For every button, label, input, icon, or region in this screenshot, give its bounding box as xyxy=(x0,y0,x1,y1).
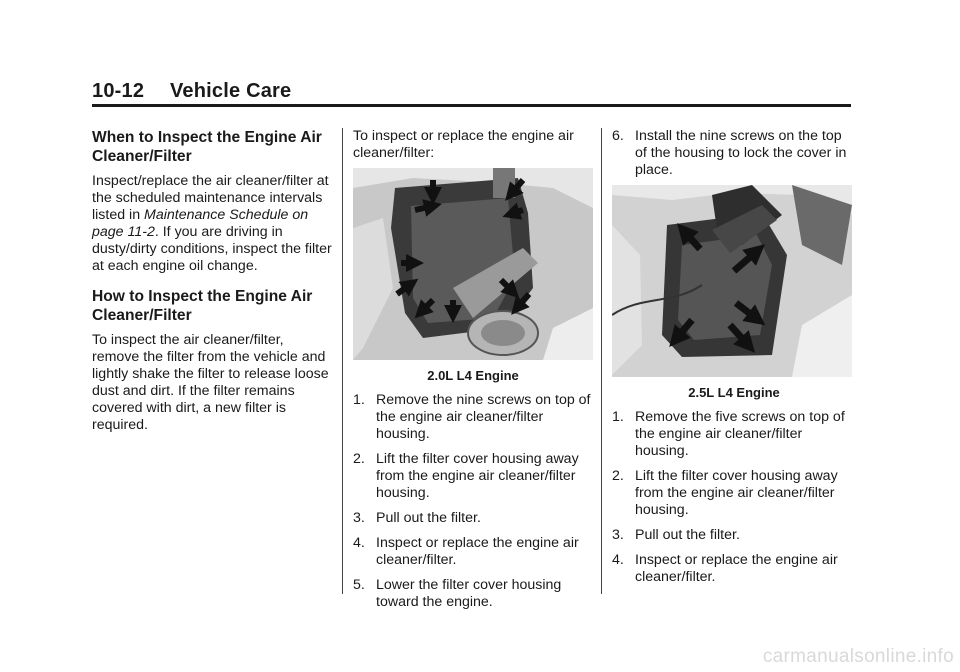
step-number: 4. xyxy=(612,552,624,568)
column-divider-1 xyxy=(342,128,343,594)
step-text: Install the nine screws on the top of the housing to lock the cover in place. xyxy=(635,128,847,178)
step-item xyxy=(612,527,856,544)
step-number: 2. xyxy=(353,451,365,467)
step-number: 5. xyxy=(353,577,365,593)
step-item xyxy=(612,552,856,586)
step-number: 1. xyxy=(612,409,624,425)
heading-how-to-inspect: How to Inspect the Engine Air Cleaner/Filter xyxy=(92,288,313,324)
para1-text-before: Inspect/replace the air cleaner/filter at the scheduled maintenance intervals listed in xyxy=(92,173,329,223)
watermark: carmanualsonline.info xyxy=(762,646,954,667)
step-text: Lift the filter cover housing away from the engine air cleaner/filter housing. xyxy=(635,468,838,518)
step-number: 6. xyxy=(612,128,624,144)
step-item xyxy=(612,128,856,179)
step-item xyxy=(612,468,856,519)
step-text: Remove the nine screws on top of the engine air cleaner/filter housing. xyxy=(376,392,591,442)
maintenance-schedule-link[interactable]: Maintenance Schedule on page 11-2 xyxy=(92,207,309,240)
step-item xyxy=(353,451,593,502)
column-2 xyxy=(353,128,593,619)
step-number: 2. xyxy=(612,468,624,484)
engine-photo-2-5l xyxy=(612,185,852,377)
column-divider-2 xyxy=(601,128,602,594)
column-3 xyxy=(612,128,856,594)
heading-when-to-inspect: When to Inspect the Engine Air Cleaner/Filter xyxy=(92,129,322,165)
step-text: Pull out the filter. xyxy=(376,510,481,526)
step-text: Inspect or replace the engine air cleaner/filter. xyxy=(376,535,579,568)
header-rule xyxy=(92,104,851,107)
figure-caption-2-5l: 2.5L L4 Engine xyxy=(688,385,780,400)
step-number: 1. xyxy=(353,392,365,408)
step-item xyxy=(353,392,593,443)
step-number: 3. xyxy=(612,527,624,543)
column-1 xyxy=(92,128,332,446)
step-item xyxy=(353,535,593,569)
paragraph-when-to-inspect xyxy=(92,173,332,275)
step-number: 3. xyxy=(353,510,365,526)
engine-photo-2-0l xyxy=(353,168,593,360)
step-item xyxy=(353,510,593,527)
figure-caption-2-0l: 2.0L L4 Engine xyxy=(427,368,519,383)
step-item xyxy=(353,577,593,611)
step-text: Lift the filter cover housing away from the engine air cleaner/filter housing. xyxy=(376,451,579,501)
intro-text: To inspect or replace the engine air cleaner/filter: xyxy=(353,128,574,161)
step-text: Pull out the filter. xyxy=(635,527,740,543)
step-text: Remove the five screws on top of the engine air cleaner/filter housing. xyxy=(635,409,845,459)
paragraph-how-to-inspect: To inspect the air cleaner/filter, remove the filter from the vehicle and lightly shake the filter to release loose dust and dirt. If the filter remains covered with dirt, a new filter is required. xyxy=(92,332,329,433)
page-header xyxy=(92,80,291,103)
step-text: Lower the filter cover housing toward the engine. xyxy=(376,577,562,610)
step-text: Inspect or replace the engine air cleaner/filter. xyxy=(635,552,838,585)
para1-text-after: . If you are driving in dusty/dirty conditions, inspect the filter at each engine oil change. xyxy=(92,224,332,274)
step-number: 4. xyxy=(353,535,365,551)
step-item xyxy=(612,409,856,460)
page-number: 10-12 xyxy=(92,80,145,102)
section-title: Vehicle Care xyxy=(170,80,292,102)
